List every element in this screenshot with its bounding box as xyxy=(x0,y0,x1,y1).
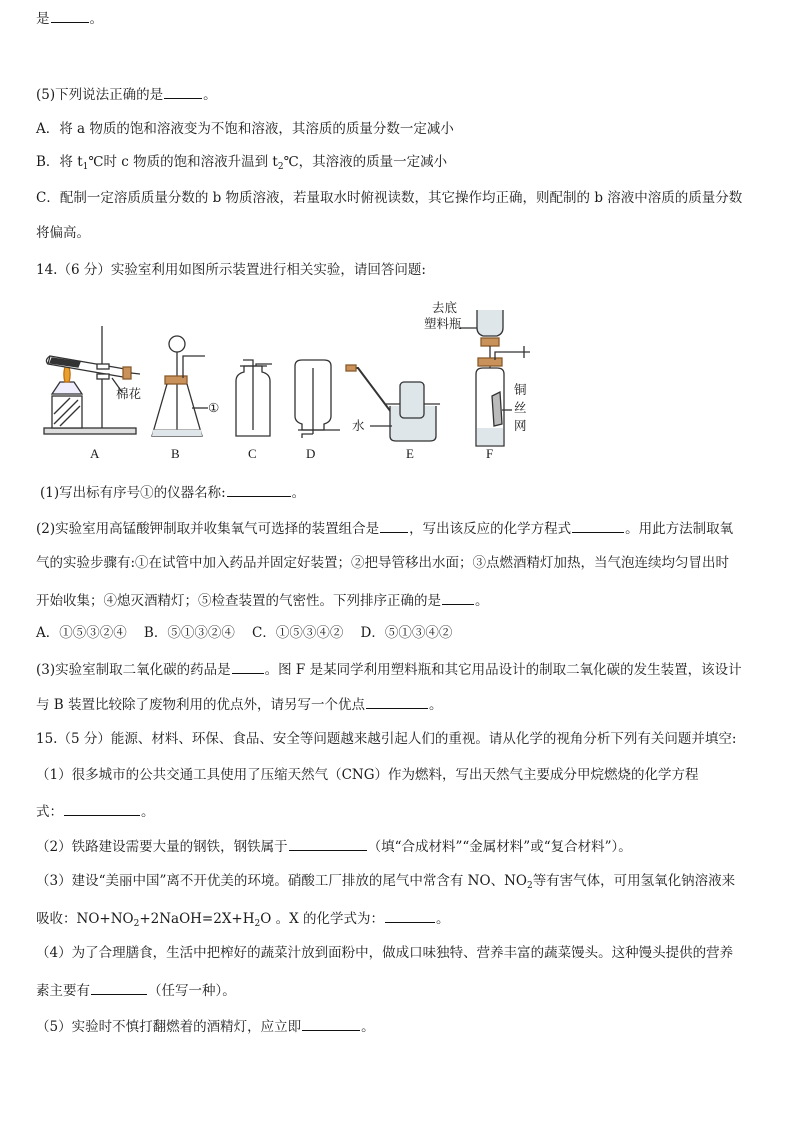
answer-blank[interactable] xyxy=(64,801,140,816)
text: （5）实验时不慎打翻燃着的酒精灯，应立即 xyxy=(36,1019,302,1035)
question-5 xyxy=(36,84,217,104)
equation xyxy=(77,911,272,927)
text: ，写出该反应的化学方程式 xyxy=(409,521,572,537)
option-c-line2: 将偏高。 xyxy=(36,225,90,241)
q15-part-4-line1: （4）为了合理膳食，生活中把榨好的蔬菜汁放到面粉中，做成口味独特、营养丰富的蔬菜馒头。这种馒头提供的营养 xyxy=(36,945,734,961)
q15-part-2 xyxy=(36,836,632,856)
q15-part-5 xyxy=(36,1016,375,1036)
label-a: A xyxy=(90,446,100,461)
answer-blank[interactable] xyxy=(442,590,474,605)
option-c-line1: C．配制一定溶质质量分数的 b 物质溶液，若量取水时俯视读数，其它操作均正确，则配制的 b 溶液中溶质的质量分数 xyxy=(36,190,743,206)
text: 素主要有 xyxy=(36,983,90,999)
label-d: D xyxy=(306,446,316,461)
answer-blank[interactable] xyxy=(232,659,264,674)
label-f: F xyxy=(486,446,494,461)
text: 。 xyxy=(436,911,450,927)
q14-part-2-line1 xyxy=(36,518,733,538)
q14-part-3-line1 xyxy=(36,659,742,679)
question-15-header: 15.（5 分）能源、材料、环保、食品、安全等问题越来越引起人们的重视。请从化学的视角分析下列有关问题并填空: xyxy=(36,731,737,747)
text: 与 B 装置比较除了废物利用的优点外，请另写一个优点 xyxy=(36,697,366,713)
apparatus-diagram xyxy=(40,296,560,464)
question-14-header: 14.（6 分）实验室利用如图所示装置进行相关实验，请回答问题: xyxy=(36,262,426,278)
q15-part-1-line2 xyxy=(36,801,155,821)
text: (1)写出标有序号①的仪器名称: xyxy=(40,485,226,501)
text: 等有害气体，可用氢氧化钠溶液来 xyxy=(532,873,736,889)
subscript: 2 xyxy=(526,881,533,891)
answer-blank[interactable] xyxy=(51,8,89,23)
text: (3)实验室制取二氧化碳的药品是 xyxy=(36,662,231,678)
text: ℃时 c 物质的饱和溶液升温到 t xyxy=(88,154,278,170)
q15-part-1-line1: （1）很多城市的公共交通工具使用了压缩天然气（CNG）作为燃料，写出天然气主要成分甲烷燃烧的化学方程 xyxy=(36,767,699,783)
answer-blank[interactable] xyxy=(164,84,202,99)
q14-part-2-line3 xyxy=(36,590,489,610)
text: 。图 F 是某同学利用塑料瓶和其它用品设计的制取二氧化碳的发生装置，该设计 xyxy=(264,662,742,678)
subscript: 1 xyxy=(82,162,89,172)
apparatus-figure xyxy=(40,296,560,464)
label-e: E xyxy=(406,446,414,461)
text: (2)实验室用高锰酸钾制取并收集氧气可选择的装置组合是 xyxy=(36,521,380,537)
text: （任写一种）。 xyxy=(148,983,236,999)
text: 。 xyxy=(203,87,217,103)
text: 。用此方法制取氧 xyxy=(625,521,734,537)
text: 。 xyxy=(291,485,306,501)
answer-blank[interactable] xyxy=(385,908,435,923)
text: ℃，其溶液的质量一定减小 xyxy=(283,154,448,170)
copper-label-1: 铜 xyxy=(514,382,527,397)
text: 。X 的化学式为： xyxy=(271,911,385,927)
copper-label-3: 网 xyxy=(514,418,527,433)
water-label: 水 xyxy=(352,418,365,433)
q14-choices: A．①⑤③②④ B．⑤①③②④ C．①⑤③④② D．⑤①③④② xyxy=(36,625,453,641)
text: 。 xyxy=(141,804,155,820)
text: B．将 t xyxy=(36,154,83,170)
text: 吸收： xyxy=(36,911,77,927)
label-b: B xyxy=(171,446,180,461)
marker-1: ① xyxy=(208,400,220,415)
cotton-label: 棉花 xyxy=(116,386,142,401)
bottle-label-1: 去底 xyxy=(432,300,458,315)
text: 。 xyxy=(429,697,443,713)
text: NO+NO xyxy=(76,911,134,927)
answer-blank[interactable] xyxy=(380,518,408,533)
text: 。 xyxy=(475,593,489,609)
text: （填“合成材料”“金属材料”或“复合材料”）。 xyxy=(367,839,632,855)
bottle-label-2: 塑料瓶 xyxy=(424,316,462,331)
text: 。 xyxy=(361,1019,375,1035)
text: O xyxy=(260,911,272,927)
answer-blank[interactable] xyxy=(227,482,291,497)
text: +2NaOH=2X+H xyxy=(139,911,255,927)
answer-blank[interactable] xyxy=(366,694,428,709)
text: 开始收集；④熄灭酒精灯；⑤检查装置的气密性。下列排序正确的是 xyxy=(36,593,441,609)
q15-part-4-line2 xyxy=(36,980,236,1000)
q15-part-3-line2 xyxy=(36,908,450,928)
text: 式： xyxy=(36,804,63,820)
text: （2）铁路建设需要大量的钢铁，钢铁属于 xyxy=(36,839,288,855)
line-continuation xyxy=(36,8,103,28)
subscript: 2 xyxy=(133,919,140,929)
option-a: A．将 a 物质的饱和溶液变为不饱和溶液，其溶质的质量分数一定减小 xyxy=(36,121,454,137)
text: 是 xyxy=(36,11,50,27)
subscript: 2 xyxy=(254,919,261,929)
answer-blank[interactable] xyxy=(289,836,367,851)
text: (5)下列说法正确的是 xyxy=(36,87,164,103)
text: （3）建设“美丽中国”离不开优美的环境。硝酸工厂排放的尾气中常含有 NO、NO xyxy=(36,873,527,889)
text: 。 xyxy=(89,11,103,27)
copper-label-2: 丝 xyxy=(514,400,527,415)
q14-part-3-line2 xyxy=(36,694,443,714)
q15-part-3-line1 xyxy=(36,872,735,890)
answer-blank[interactable] xyxy=(302,1016,360,1031)
q14-part-2-line2: 气的实验步骤有:①在试管中加入药品并固定好装置；②把导管移出水面；③点燃酒精灯加热，当气泡连续均匀冒出时 xyxy=(36,555,730,571)
answer-blank[interactable] xyxy=(572,518,624,533)
answer-blank[interactable] xyxy=(91,980,147,995)
q14-part-1 xyxy=(40,482,305,502)
label-c: C xyxy=(248,446,257,461)
option-b xyxy=(36,153,447,171)
subscript: 2 xyxy=(277,162,284,172)
